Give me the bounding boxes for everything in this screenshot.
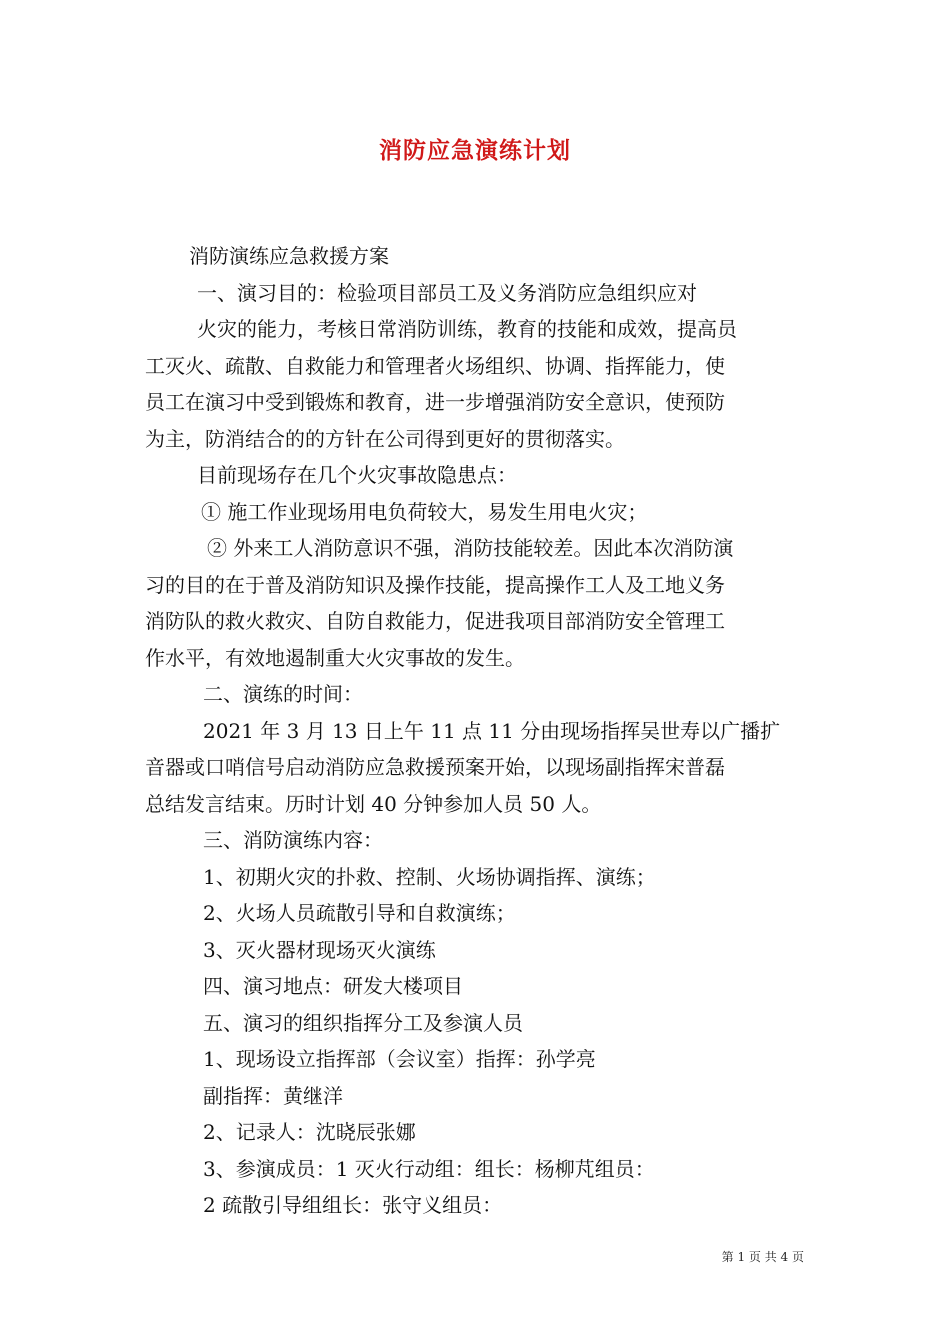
page-number: 第 1 页 共 4 页	[721, 1250, 804, 1264]
paragraph-line: 2021 年 3 月 13 日上午 11 点 11 分由现场指挥吴世寿以广播扩	[203, 718, 781, 743]
paragraph-line: 工灭火、疏散、自救能力和管理者火场组织、协调、指挥能力，使	[145, 353, 725, 378]
list-item: 3、灭火器材现场灭火演练	[203, 937, 436, 962]
section-heading: 四、演习地点：研发大楼项目	[203, 974, 463, 998]
paragraph-line: 为主，防消结合的的方针在公司得到更好的贯彻落实。	[145, 426, 625, 451]
list-item: 3、参演成员：1 灭火行动组：组长：杨柳芃组员：	[203, 1156, 655, 1181]
document-title: 消防应急演练计划	[379, 137, 571, 164]
section-heading: 五、演习的组织指挥分工及参演人员	[203, 1010, 523, 1035]
paragraph-line: 总结发言结束。历时计划 40 分钟参加人员 50 人。	[145, 791, 602, 816]
paragraph-line: 目前现场存在几个火灾事故隐患点：	[197, 463, 517, 487]
list-item: 副指挥：黄继洋	[203, 1083, 343, 1108]
paragraph-line: 一、演习目的：检验项目部员工及义务消防应急组织应对	[197, 280, 697, 305]
paragraph-line: 音器或口哨信号启动消防应急救援预案开始，以现场副指挥宋普磊	[145, 755, 725, 779]
list-item: 1、初期火灾的扑救、控制、火场协调指挥、演练；	[203, 864, 656, 889]
list-item: 2、记录人：沈晓辰张娜	[203, 1120, 416, 1144]
section-heading: 消防演练应急救援方案	[189, 244, 389, 268]
paragraph-line: 消防队的救火救灾、自防自救能力，促进我项目部消防安全管理工	[145, 609, 725, 633]
list-item: ② 外来工人消防意识不强，消防技能较差。因此本次消防演	[207, 536, 734, 560]
paragraph-line: 习的目的在于普及消防知识及操作技能，提高操作工人及工地义务	[145, 572, 725, 597]
list-item: 2 疏散引导组组长：张守义组员：	[203, 1193, 503, 1217]
list-item: ① 施工作业现场用电负荷较大，易发生用电火灾；	[201, 499, 648, 524]
document-body	[145, 238, 815, 1224]
section-heading: 二、演练的时间：	[203, 682, 363, 706]
list-item: 1、现场设立指挥部（会议室）指挥：孙学亮	[203, 1047, 596, 1071]
section-heading: 三、消防演练内容：	[203, 828, 383, 852]
paragraph-line: 作水平，有效地遏制重大火灾事故的发生。	[145, 645, 525, 670]
list-item: 2、火场人员疏散引导和自救演练；	[203, 901, 516, 925]
paragraph-line: 火灾的能力，考核日常消防训练，教育的技能和成效，提高员	[197, 317, 737, 341]
paragraph-line: 员工在演习中受到锻炼和教育，进一步增强消防安全意识，使预防	[145, 390, 725, 414]
